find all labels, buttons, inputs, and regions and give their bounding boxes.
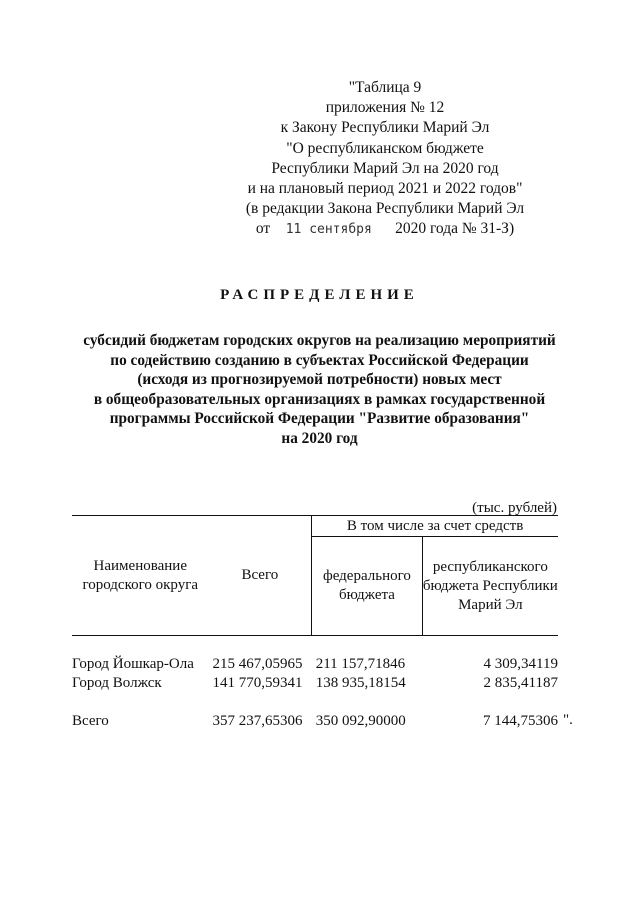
allocation-table xyxy=(72,515,573,731)
total-row xyxy=(72,712,558,731)
subtitle-line: в общеобразовательных организациях в рамках государственной xyxy=(93,390,546,408)
total-sum: 357 237,65306 xyxy=(212,713,303,729)
header-line: (в редакции Закона Республики Марий Эл xyxy=(245,200,525,218)
law-date-line xyxy=(230,219,540,240)
document-subtitle xyxy=(40,331,599,449)
total-name: Всего xyxy=(72,713,109,729)
document-title: РАСПРЕДЕЛЕНИЕ xyxy=(220,287,419,303)
header-line: приложения № 12 xyxy=(325,99,445,117)
total-republic-cell xyxy=(422,712,573,731)
total-republic: 7 144,75306 xyxy=(483,713,558,729)
row-federal: 138 935,18154 xyxy=(315,675,406,691)
handwritten-date: 11 сентября xyxy=(285,222,372,238)
from-prefix: от xyxy=(255,220,271,238)
row-total: 141 770,59341 xyxy=(212,675,303,691)
total-federal: 350 092,90000 xyxy=(315,713,406,729)
units-label: (тыс. рублей) xyxy=(472,500,557,516)
header-line: "О республиканском бюджете xyxy=(286,139,484,157)
subtitle-line: на 2020 год xyxy=(281,429,358,447)
subtitle-line: по содействию созданию в субъектах Российской Федерации xyxy=(110,351,529,369)
appendix-header xyxy=(230,78,540,241)
header-line: к Закону Республики Марий Эл xyxy=(280,119,490,137)
column-header-total: Всего xyxy=(209,516,312,636)
header-line: "Таблица 9 xyxy=(348,79,422,96)
row-republic: 4 309,34119 xyxy=(483,656,558,672)
row-total: 215 467,05965 xyxy=(212,656,303,672)
column-group-header: В том числе за счет средств xyxy=(312,516,558,537)
column-header-name: Наименование городского округа xyxy=(72,516,209,636)
closing-quote: ". xyxy=(563,712,573,728)
row-federal: 211 157,71846 xyxy=(315,656,406,672)
header-line: и на плановый период 2021 и 2022 годов" xyxy=(247,180,523,198)
law-number: 2020 года № 31-З) xyxy=(395,220,515,238)
subtitle-line: (исходя из прогнозируемой потребности) новых мест xyxy=(137,371,502,389)
row-republic: 2 835,41187 xyxy=(483,675,558,691)
row-name: Город Волжск xyxy=(72,675,162,691)
subtitle-line: субсидий бюджетам городских округов на реализацию мероприятий xyxy=(83,332,556,349)
subtitle-line: программы Российской Федерации "Развитие образования" xyxy=(109,410,530,428)
column-header-republic: республиканского бюджета Республики Марий Эл xyxy=(422,537,558,636)
table-row xyxy=(72,655,558,674)
row-name: Город Йошкар-Ола xyxy=(72,656,194,672)
column-header-federal: федерального бюджета xyxy=(312,537,422,636)
header-line: Республики Марий Эл на 2020 год xyxy=(271,159,499,177)
table-row xyxy=(72,674,558,693)
